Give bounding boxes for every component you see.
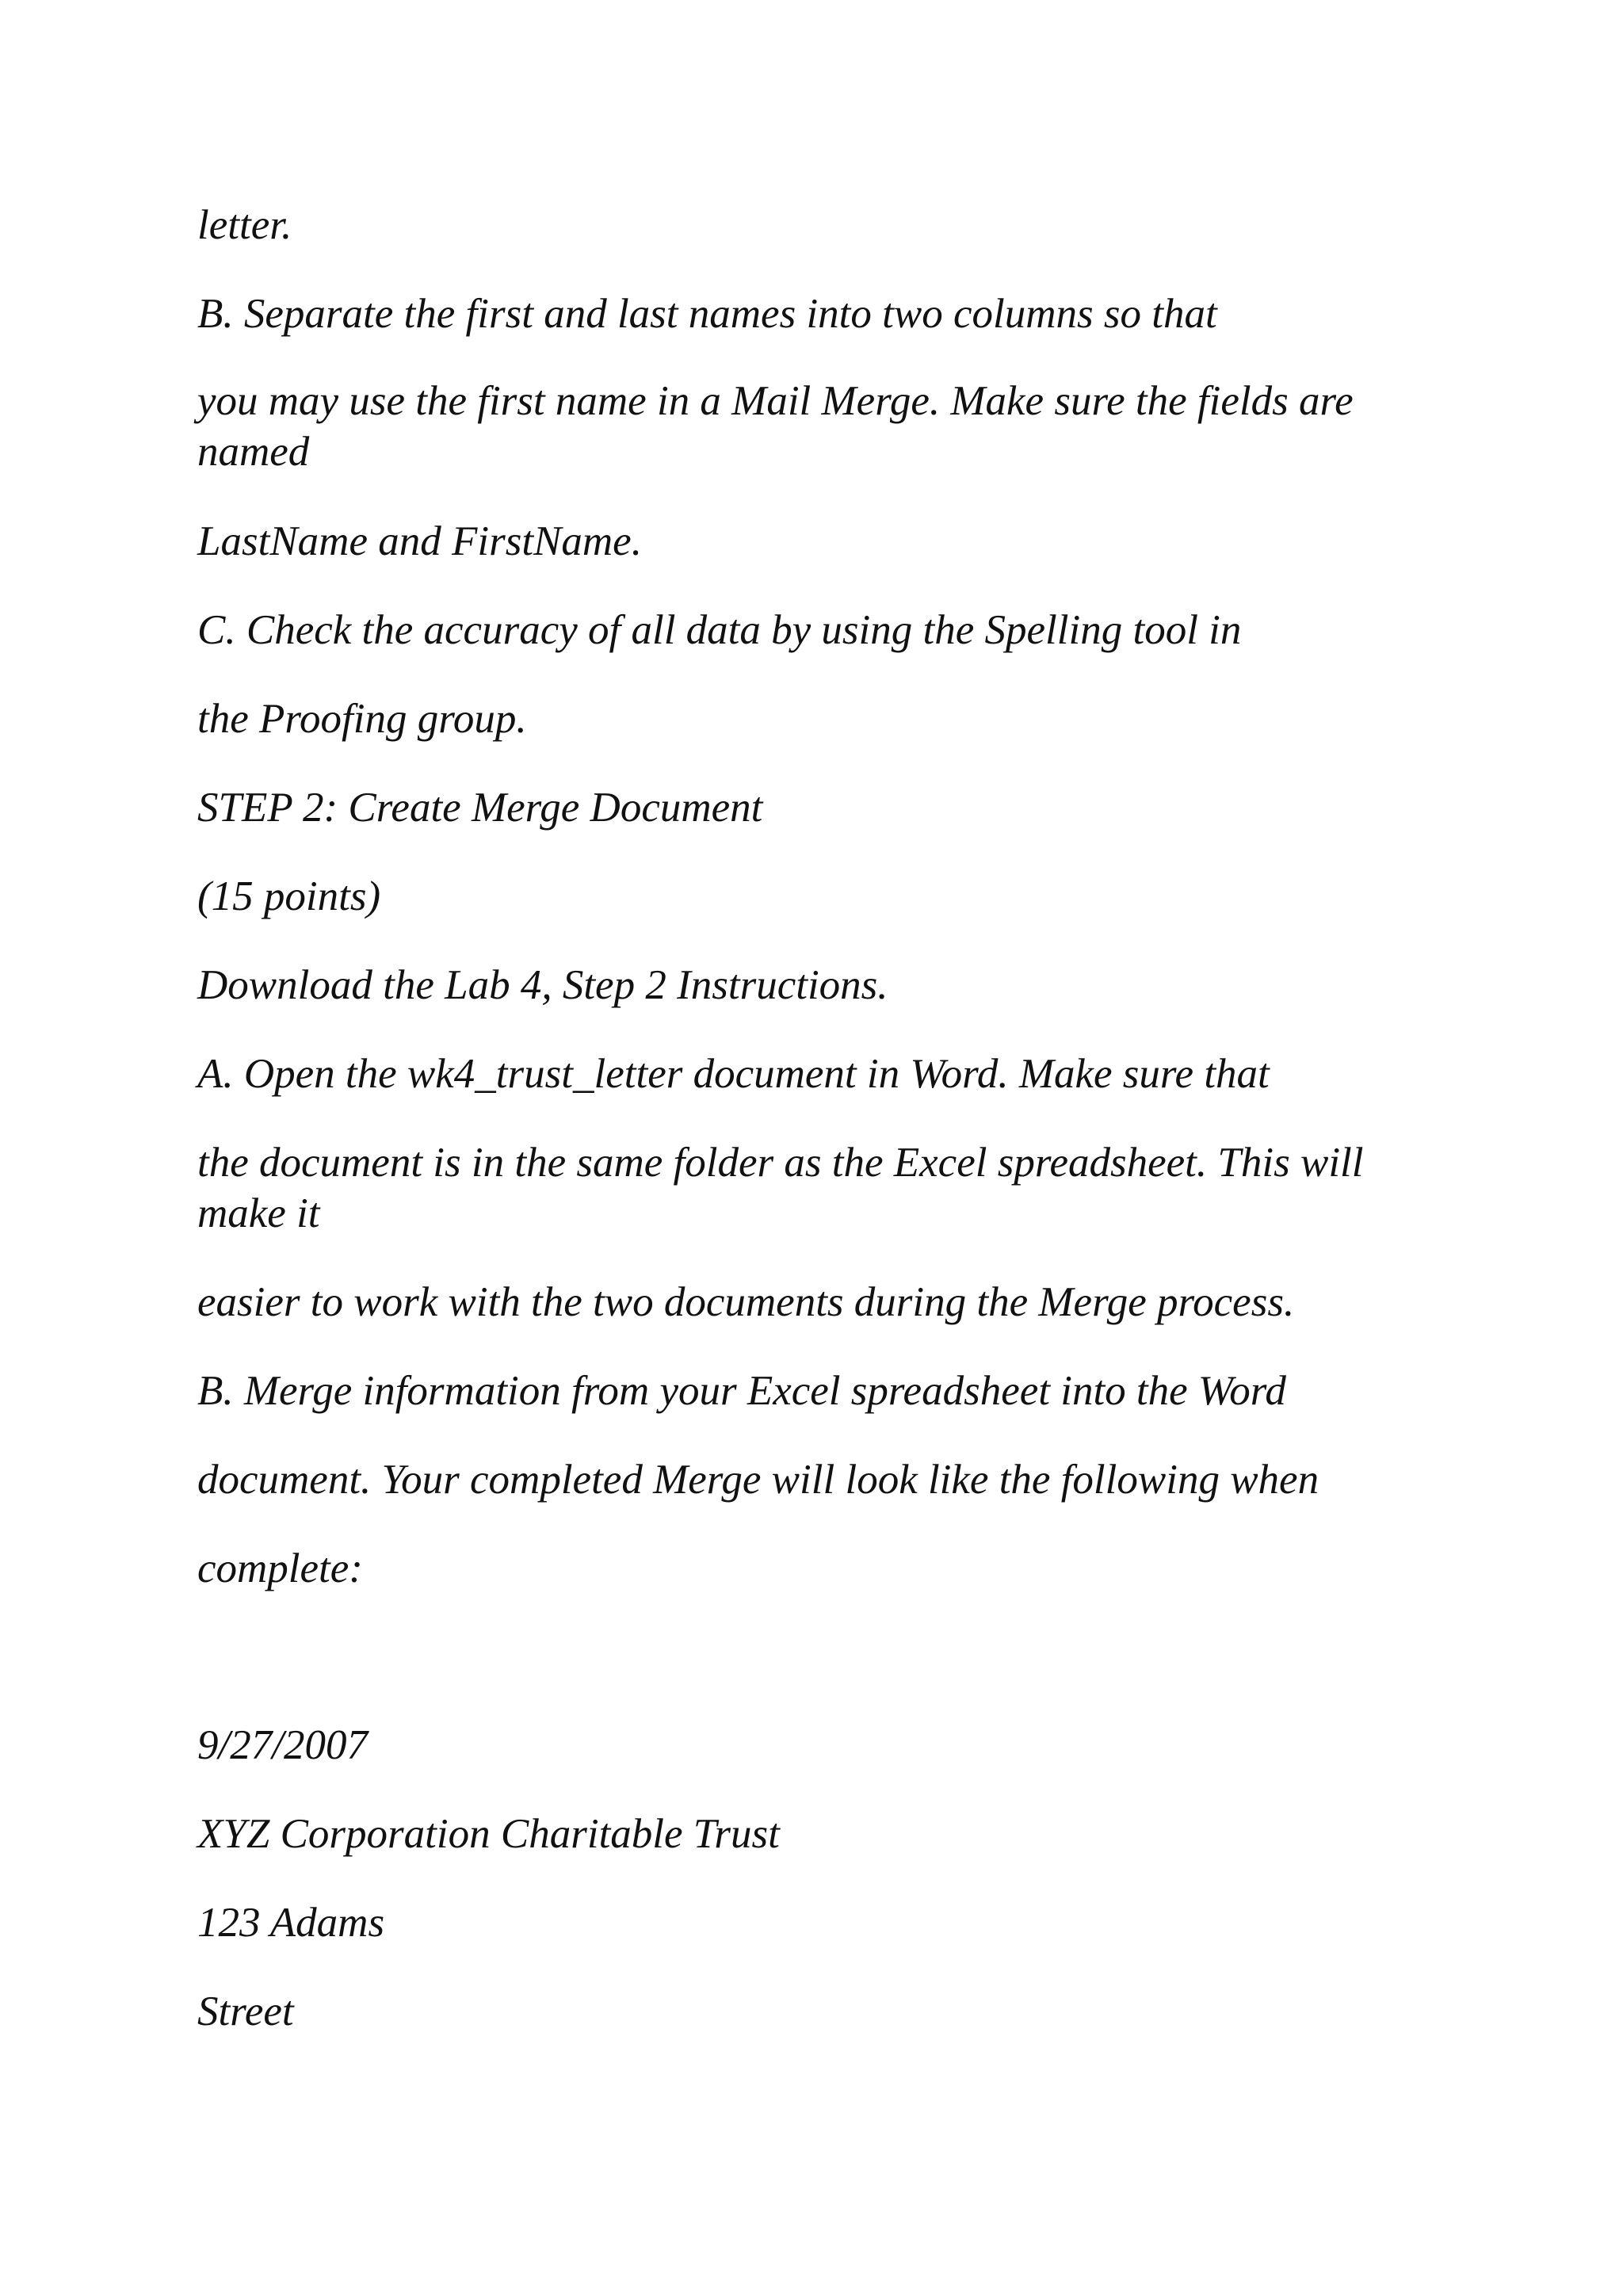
text-line: LastName and FirstName. xyxy=(197,518,642,564)
text-line: XYZ Corporation Charitable Trust xyxy=(197,1811,780,1857)
text-line: (15 points) xyxy=(197,873,381,919)
text-line: 123 Adams xyxy=(197,1900,385,1946)
text-line: the document is in the same folder as the Excel spreadsheet. This will make it xyxy=(197,1140,1364,1236)
text-line: document. Your completed Merge will look like the following when xyxy=(197,1457,1319,1503)
text-line: the Proofing group. xyxy=(197,696,527,742)
text-line: you may use the first name in a Mail Merge. Make sure the fields are named xyxy=(197,378,1354,475)
text-line: A. Open the wk4_trust_letter document in Word. Make sure that xyxy=(197,1051,1270,1097)
text-line: easier to work with the two documents during the Merge process. xyxy=(197,1279,1295,1325)
text-line: B. Merge information from your Excel spreadsheet into the Word xyxy=(197,1368,1286,1414)
text-line: Street xyxy=(197,1988,294,2034)
text-line: Download the Lab 4, Step 2 Instructions. xyxy=(197,962,888,1008)
text-line: STEP 2: Create Merge Document xyxy=(197,785,763,831)
text-line: 9/27/2007 xyxy=(197,1722,368,1768)
text-line: complete: xyxy=(197,1545,363,1591)
text-line: B. Separate the first and last names into two columns so that xyxy=(197,291,1217,337)
text-line: C. Check the accuracy of all data by using the Spelling tool in xyxy=(197,607,1242,653)
text-line: letter. xyxy=(197,202,292,248)
